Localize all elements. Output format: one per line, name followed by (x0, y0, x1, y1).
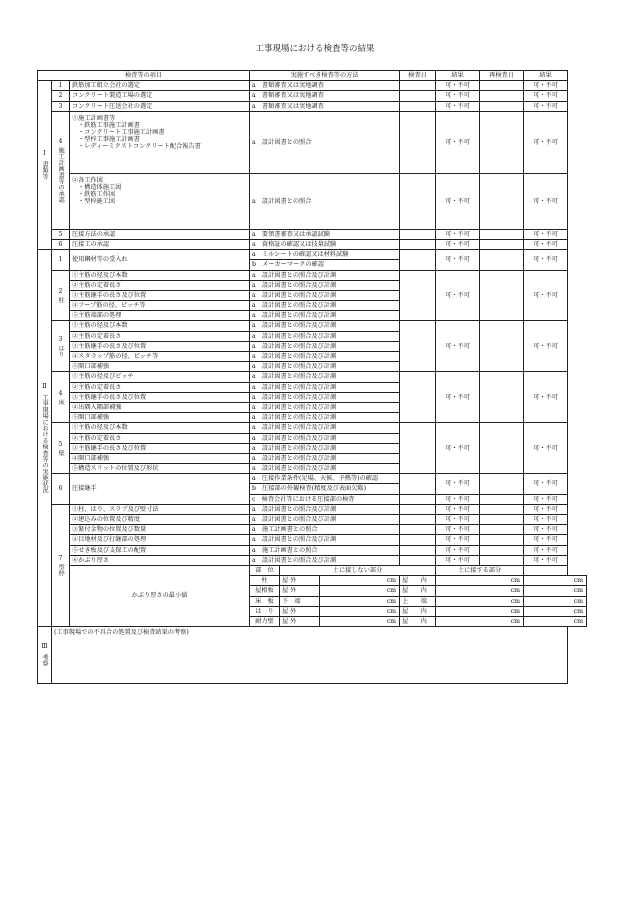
cover-unit: cm (436, 576, 524, 586)
inspection-date-cell (400, 81, 436, 91)
section-1-number: Ⅰ (43, 150, 46, 158)
group-label (52, 372, 70, 423)
cover-sub-a: 屋 外 (280, 616, 320, 626)
item-number: 6 (52, 239, 70, 249)
section-2-number: Ⅱ (42, 382, 47, 390)
item-4a-line: ・鉄筋工事施工計画書 (78, 121, 140, 129)
group-text: 壁 (57, 449, 65, 456)
item-name: ①主筋の径及び本数 (70, 423, 250, 433)
inspection-table (37, 70, 587, 684)
result2-cell: 可・不可 (524, 494, 568, 504)
method-text: a 設計図書との照合及び計測 (250, 423, 400, 433)
header-result2: 結果 (524, 71, 568, 81)
group-text: 型枠 (57, 563, 65, 577)
result-cell: 可・不可 (436, 372, 480, 423)
item-4b-line: ・鉄筋工作図 (78, 191, 116, 198)
sec1-row (38, 81, 587, 91)
method-text: a 設計図書との照合及び計測 (250, 392, 400, 402)
cover-unit: cm (320, 606, 400, 616)
cover-unit: cm (524, 596, 587, 606)
cover-unit: cm (436, 586, 524, 596)
section-3-number: Ⅲ (41, 643, 48, 651)
cover-sub-a: 屋 外 (280, 606, 320, 616)
item-name: 使用鋼材等の受入れ (70, 250, 250, 270)
method-text: a 書類審査又は実地調査 (250, 81, 400, 91)
page-title: 工事現場における検査等の結果 (255, 44, 375, 54)
sec2-row-6 (38, 474, 587, 484)
reinspection-date-cell (480, 101, 524, 111)
sec1-row-4a (38, 111, 587, 173)
inspection-date-cell (400, 101, 436, 111)
reinspection-date-cell (480, 535, 524, 545)
item-4a-detail (70, 111, 250, 173)
method-text: a 設計図書との照合及び計測 (250, 535, 400, 545)
result2-cell: 可・不可 (524, 515, 568, 525)
cover-not-touch-header: 土に接しない部分 (280, 565, 436, 575)
result2-cell: 可・不可 (524, 474, 568, 494)
cover-sub-b: 上 端 (400, 596, 436, 606)
result-cell: 可・不可 (436, 250, 480, 270)
method-text: a 要領書審査又は承認試験 (250, 229, 400, 239)
result-cell: 可・不可 (436, 101, 480, 111)
item-name: ⑤せき板及び支保工の配置 (70, 545, 250, 555)
item-number: 5 (58, 440, 63, 448)
result2-cell: 可・不可 (524, 321, 568, 372)
item-4b-line: ・構造体施工図 (78, 183, 122, 191)
result-cell: 可・不可 (436, 111, 480, 173)
method-text: a 設計図書との照合及び計測 (250, 504, 400, 514)
result2-cell: 可・不可 (524, 239, 568, 249)
cover-unit: cm (436, 596, 524, 606)
sec2-row (38, 372, 587, 382)
item-number: 2 (58, 287, 63, 295)
inspection-date-cell (400, 504, 436, 514)
item-4a-head: ①施工計画書等 (72, 114, 116, 122)
result2-cell: 可・不可 (524, 81, 568, 91)
result2-cell: 可・不可 (524, 111, 568, 173)
reinspection-date-cell (480, 372, 524, 423)
reinspection-date-cell (480, 525, 524, 535)
cover-unit: cm (436, 606, 524, 616)
sec2-row-7 (38, 555, 587, 565)
method-text: a 設計図書との照合及び計測 (250, 433, 400, 443)
result2-cell: 可・不可 (524, 423, 568, 474)
item-number: 1 (52, 250, 70, 270)
header-result: 結果 (436, 71, 480, 81)
sec1-row-4b (38, 173, 587, 229)
method-text: a 設計図書との照合及び計測 (250, 382, 400, 392)
result2-cell: 可・不可 (524, 545, 568, 555)
method-text: a 設計図書との照合及び計測 (250, 362, 400, 372)
result-cell: 可・不可 (436, 474, 480, 494)
reinspection-date-cell (480, 423, 524, 474)
cover-sub-a: 屋 外 (280, 576, 320, 586)
reinspection-date-cell (480, 515, 524, 525)
method-text: a 設計図書との照合 (250, 111, 400, 173)
item-4b-head: ②各工作図 (72, 176, 103, 184)
inspection-date-cell (400, 535, 436, 545)
sec1-row (38, 239, 587, 249)
inspection-date-cell (400, 515, 436, 525)
inspection-date-cell (400, 555, 436, 565)
section-2-label (38, 250, 52, 627)
group-label (52, 321, 70, 372)
result2-cell: 可・不可 (524, 229, 568, 239)
item-4-label (52, 111, 70, 229)
sec2-row-1 (38, 250, 587, 260)
group-text: はり (57, 344, 65, 358)
result2-cell: 可・不可 (524, 535, 568, 545)
header-method: 実施すべき検査等の方法 (250, 71, 400, 81)
result-cell: 可・不可 (436, 173, 480, 229)
result-cell: 可・不可 (436, 81, 480, 91)
item-number: 4 (58, 389, 63, 397)
method-text: a 書類審査又は実地調査 (250, 101, 400, 111)
section-2-text: 工事現場における検査等の実施状況 (41, 394, 49, 494)
item-name: 鉄筋加工組立会社の選定 (70, 81, 250, 91)
reinspection-date-cell (480, 321, 524, 372)
cover-sub-b: 屋 内 (400, 586, 436, 596)
item-name: ③主筋継手の長さ及び位置 (70, 290, 250, 300)
item-number: 4 (58, 137, 63, 145)
method-text: a ミルシートの確認又は材料試験 (250, 250, 400, 260)
result-cell: 可・不可 (436, 545, 480, 555)
header-row (38, 71, 587, 81)
item-name: ④開口部補強 (70, 453, 250, 463)
item-name: ③緊付金物の位置及び数量 (70, 525, 250, 535)
sec2-row-7 (38, 504, 587, 514)
item-4-text: 施工計画書等の承認 (57, 146, 65, 203)
item-number: 5 (52, 229, 70, 239)
result-cell: 可・不可 (436, 270, 480, 321)
reinspection-date-cell (480, 474, 524, 494)
item-4a-line: ・レディーミクストコンクリート配合報告書 (78, 143, 201, 151)
inspection-date-cell (400, 372, 436, 423)
method-text: a 設計図書との照合及び計測 (250, 413, 400, 423)
method-text: a 設計図書との照合及び計測 (250, 453, 400, 463)
item-name: ④出隅入隅部補強 (70, 402, 250, 412)
item-name: 圧接継手 (70, 474, 250, 505)
sec2-row-7 (38, 525, 587, 535)
result2-cell: 可・不可 (524, 525, 568, 535)
method-text: a 設計図書との照合及び計測 (250, 402, 400, 412)
item-name: ①主筋の径及び本数 (70, 321, 250, 331)
inspection-date-cell (400, 494, 436, 504)
cover-header-row (38, 565, 587, 575)
sec2-row (38, 270, 587, 280)
blank-cell (524, 565, 568, 575)
method-text: a 設計図書との照合及び計測 (250, 372, 400, 382)
cover-unit: cm (524, 606, 587, 616)
method-text: a 設計図書との照合 (250, 173, 400, 229)
header-date: 検査日 (400, 71, 436, 81)
item-name: ②主筋の定着長さ (70, 382, 250, 392)
sec1-row (38, 91, 587, 101)
reinspection-date-cell (480, 555, 524, 565)
method-text: a 設計図書との照合及び計測 (250, 290, 400, 300)
item-4b-detail (70, 173, 250, 229)
cover-unit: cm (320, 616, 400, 626)
reinspection-date-cell (480, 250, 524, 270)
cover-unit: cm (320, 596, 400, 606)
method-text: a 設計図書との照合及び計測 (250, 280, 400, 290)
method-text: b メーカーマークの確認 (250, 260, 400, 270)
inspection-date-cell (400, 173, 436, 229)
result2-cell: 可・不可 (524, 101, 568, 111)
result2-cell: 可・不可 (524, 555, 568, 565)
result2-cell: 可・不可 (524, 372, 568, 423)
method-text: a 設計図書との照合及び計測 (250, 443, 400, 453)
cover-part-header: 部 位 (250, 565, 280, 575)
method-text: a 設計図書との照合及び計測 (250, 311, 400, 321)
result-cell: 可・不可 (436, 504, 480, 514)
reinspection-date-cell (480, 270, 524, 321)
inspection-date-cell (400, 423, 436, 474)
item-number: 1 (52, 81, 70, 91)
reinspection-date-cell (480, 504, 524, 514)
item-number: 2 (52, 91, 70, 101)
inspection-date-cell (400, 525, 436, 535)
section-1-label (38, 81, 52, 250)
item-name: ②主筋の定着長さ (70, 433, 250, 443)
cover-unit: cm (524, 586, 587, 596)
item-number: 7 (58, 554, 63, 562)
method-text: a 資格証の確認又は技量試験 (250, 239, 400, 249)
cover-sub-b: 屋 内 (400, 576, 436, 586)
reinspection-date-cell (480, 173, 524, 229)
group-label (52, 270, 70, 321)
header-redate: 再検査日 (480, 71, 524, 81)
cover-sub-a: 下 端 (280, 596, 320, 606)
remarks-cell: (工事現場での不具合の処置及び検査結果の考察) (52, 627, 568, 684)
group-label (52, 504, 70, 626)
item-name: ⑤開口部補強 (70, 362, 250, 372)
inspection-date-cell (400, 91, 436, 101)
cover-touch-header: 土に接する部分 (436, 565, 524, 575)
result-cell: 可・不可 (436, 321, 480, 372)
method-text: a 設計図書との照合及び計測 (250, 321, 400, 331)
item-name: ①主筋の径及び本数 (70, 270, 250, 280)
item-name: ⑤開口部補強 (70, 413, 250, 423)
item-number: 3 (52, 101, 70, 111)
result-cell: 可・不可 (436, 535, 480, 545)
cover-part: 屋根板 (250, 586, 280, 596)
item-number: 3 (58, 335, 63, 343)
method-text: a 書類審査又は実地調査 (250, 91, 400, 101)
item-name: ④スタラップ筋の径、ピッチ等 (70, 352, 250, 362)
item-name: ④フープ筋の径、ピッチ等 (70, 301, 250, 311)
cover-unit: cm (436, 616, 524, 626)
method-text: a 施工計画書との照合 (250, 545, 400, 555)
inspection-date-cell (400, 474, 436, 494)
result-cell: 可・不可 (436, 239, 480, 249)
cover-part: 柱 (250, 576, 280, 586)
result2-cell: 可・不可 (524, 250, 568, 270)
item-number: 6 (52, 474, 70, 505)
result2-cell: 可・不可 (524, 173, 568, 229)
item-name: ②主筋の定着長さ (70, 331, 250, 341)
item-name: ③主筋継手の長さ及び位置 (70, 392, 250, 402)
cover-unit: cm (524, 576, 587, 586)
method-text: a 施工計画書との照合 (250, 525, 400, 535)
cover-sub-b: 屋 内 (400, 616, 436, 626)
reinspection-date-cell (480, 91, 524, 101)
result-cell: 可・不可 (436, 423, 480, 474)
method-text: a 設計図書との照合及び計測 (250, 555, 400, 565)
result2-cell: 可・不可 (524, 270, 568, 321)
sec2-row (38, 321, 587, 331)
method-text: a 設計図書との照合及び計測 (250, 270, 400, 280)
method-text: a 設計図書との照合及び計測 (250, 341, 400, 351)
item-name: ⑤主筋端部の処理 (70, 311, 250, 321)
inspection-date-cell (400, 229, 436, 239)
reinspection-date-cell (480, 545, 524, 555)
cover-unit: cm (320, 586, 400, 596)
cover-sub-b: 屋 内 (400, 606, 436, 616)
method-text: c 検査会社等における圧接部の検査 (250, 494, 400, 504)
reinspection-date-cell (480, 81, 524, 91)
method-text: b 圧接部の外観検査(精度及び表面欠陥) (250, 484, 400, 494)
sec2-row-7 (38, 545, 587, 555)
sec3-row (38, 627, 587, 684)
inspection-date-cell (400, 545, 436, 555)
sec1-row (38, 229, 587, 239)
cover-unit: cm (524, 616, 587, 626)
sec2-row (38, 423, 587, 433)
group-label (52, 423, 70, 474)
item-name: ①主筋の径及びピッチ (70, 372, 250, 382)
method-text: a 設計図書との照合及び計測 (250, 331, 400, 341)
sec2-row-7 (38, 515, 587, 525)
item-4b-line: ・型枠施工図 (78, 198, 116, 206)
cover-part: 床 板 (250, 596, 280, 606)
inspection-date-cell (400, 270, 436, 321)
item-name: ⑤構造スリットの位置及び形状 (70, 464, 250, 474)
result-cell: 可・不可 (436, 515, 480, 525)
group-text: 床 (57, 398, 65, 405)
item-name: ②主筋の定着長さ (70, 280, 250, 290)
item-name: ②建込みの位置及び精度 (70, 515, 250, 525)
item-name: ①柱、はり、スラブ及び壁寸法 (70, 504, 250, 514)
result-cell: 可・不可 (436, 91, 480, 101)
header-item: 検査等の項目 (38, 71, 250, 81)
cover-sub-a: 屋 外 (280, 586, 320, 596)
sec1-row (38, 101, 587, 111)
item-name: ④目地材及び打継部の処理 (70, 535, 250, 545)
sec2-row-7 (38, 535, 587, 545)
group-text: 柱 (57, 296, 65, 304)
result-cell: 可・不可 (436, 525, 480, 535)
cover-part: 耐力壁 (250, 616, 280, 626)
cover-unit: cm (320, 576, 400, 586)
section-1-text: 書類等 (41, 161, 49, 181)
result-cell: 可・不可 (436, 555, 480, 565)
item-4a-line: ・型枠工事施工計画書 (78, 136, 140, 144)
reinspection-date-cell (480, 239, 524, 249)
reinspection-date-cell (480, 111, 524, 173)
reinspection-date-cell (480, 494, 524, 504)
section-3-label (38, 627, 52, 684)
inspection-date-cell (400, 250, 436, 270)
item-name: ③主筋継手の長さ及び位置 (70, 341, 250, 351)
result-cell: 可・不可 (436, 229, 480, 239)
item-name: 圧接方法の承認 (70, 229, 250, 239)
item-name: 圧接工の承認 (70, 239, 250, 249)
method-text: a 設計図書との照合及び計測 (250, 352, 400, 362)
section-3-text: 考察 (41, 654, 49, 667)
method-text: a 圧接作業条件(足場、天候、予熱等)の確認 (250, 474, 400, 484)
item-name: ③主筋継手の長さ及び位置 (70, 443, 250, 453)
reinspection-date-cell (480, 229, 524, 239)
method-text: a 設計図書との照合及び計測 (250, 515, 400, 525)
inspection-date-cell (400, 321, 436, 372)
result-cell: 可・不可 (436, 494, 480, 504)
result2-cell: 可・不可 (524, 91, 568, 101)
inspection-date-cell (400, 111, 436, 173)
result2-cell: 可・不可 (524, 504, 568, 514)
method-text: a 設計図書との照合及び計測 (250, 464, 400, 474)
item-name: コンクリート製造工場の選定 (70, 91, 250, 101)
cover-part: は り (250, 606, 280, 616)
item-name: コンクリート圧送会社の選定 (70, 101, 250, 111)
item-name: ⑥かぶり厚さ (70, 555, 250, 565)
cover-label: かぶり厚さの最小値 (70, 565, 250, 626)
method-text: a 設計図書との照合及び計測 (250, 301, 400, 311)
inspection-date-cell (400, 239, 436, 249)
item-4a-line: ・コンクリート工事施工計画書 (78, 129, 165, 136)
